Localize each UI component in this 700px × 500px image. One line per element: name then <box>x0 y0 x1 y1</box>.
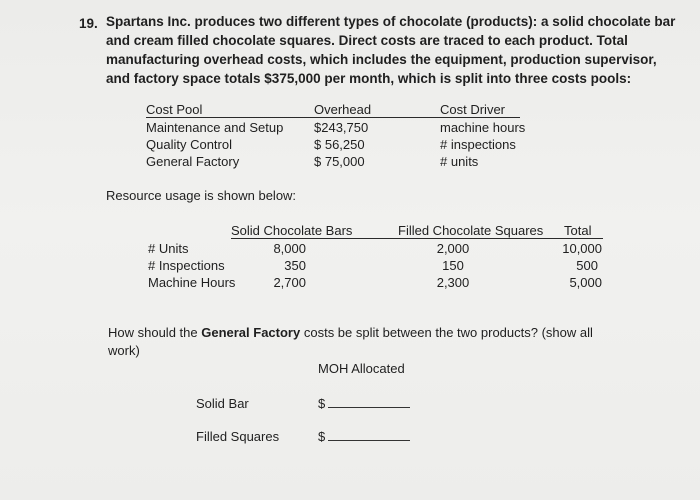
header-underline <box>146 117 520 118</box>
moh-allocated-header: MOH Allocated <box>318 361 405 376</box>
header-solid-bars: Solid Chocolate Bars <box>231 223 353 238</box>
usage-filled: 2,000 <box>436 241 470 256</box>
usage-solid: 350 <box>284 258 306 273</box>
pool-driver: # units <box>440 154 479 169</box>
currency-sign: $ <box>318 396 326 411</box>
question-line-3: manufacturing overhead costs, which includes the equipment, production supervisor, <box>106 52 657 67</box>
prompt-line-1 <box>108 325 593 340</box>
pool-overhead: $ 56,250 <box>314 137 365 152</box>
resource-header-underline <box>231 238 603 239</box>
question-number: 19. <box>79 16 98 31</box>
answer-blank-solid-bar[interactable] <box>328 407 410 408</box>
resource-intro: Resource usage is shown below: <box>106 188 297 203</box>
pool-overhead: $ 75,000 <box>314 154 365 169</box>
usage-label: Machine Hours <box>148 275 236 290</box>
usage-filled: 150 <box>442 258 464 273</box>
question-line-2: and cream filled chocolate squares. Direct costs are traced to each product. Total <box>106 33 628 48</box>
currency-sign: $ <box>318 429 326 444</box>
header-cost-pool: Cost Pool <box>146 102 203 117</box>
pool-overhead: $243,750 <box>314 120 369 135</box>
answer-label-solid-bar: Solid Bar <box>196 396 249 411</box>
usage-total: 500 <box>576 258 598 273</box>
prompt-bold: General Factory <box>201 325 301 340</box>
question-line-1: Spartans Inc. produces two different types of chocolate (products): a solid chocolate bar <box>106 14 676 29</box>
usage-label: # Inspections <box>148 258 225 273</box>
question-line-4: and factory space totals $375,000 per month, which is split into three costs pools: <box>106 71 632 86</box>
usage-solid: 8,000 <box>273 241 306 256</box>
prompt-pre: How should the <box>108 325 202 340</box>
usage-label: # Units <box>148 241 189 256</box>
pool-driver: # inspections <box>440 137 516 152</box>
header-filled-squares: Filled Chocolate Squares <box>398 223 544 238</box>
pool-name: Quality Control <box>146 137 232 152</box>
usage-filled: 2,300 <box>436 275 470 290</box>
pool-name: General Factory <box>146 154 240 169</box>
prompt-line-2: work) <box>108 343 140 358</box>
usage-total: 5,000 <box>569 275 602 290</box>
header-cost-driver: Cost Driver <box>440 102 506 117</box>
usage-solid: 2,700 <box>273 275 306 290</box>
prompt-post: costs be split between the two products? (show all <box>300 325 593 340</box>
usage-total: 10,000 <box>562 241 602 256</box>
pool-driver: machine hours <box>440 120 526 135</box>
answer-label-filled-squares: Filled Squares <box>196 429 280 444</box>
header-total: Total <box>564 223 592 238</box>
header-overhead: Overhead <box>314 102 372 117</box>
answer-blank-filled-squares[interactable] <box>328 440 410 441</box>
pool-name: Maintenance and Setup <box>146 120 284 135</box>
